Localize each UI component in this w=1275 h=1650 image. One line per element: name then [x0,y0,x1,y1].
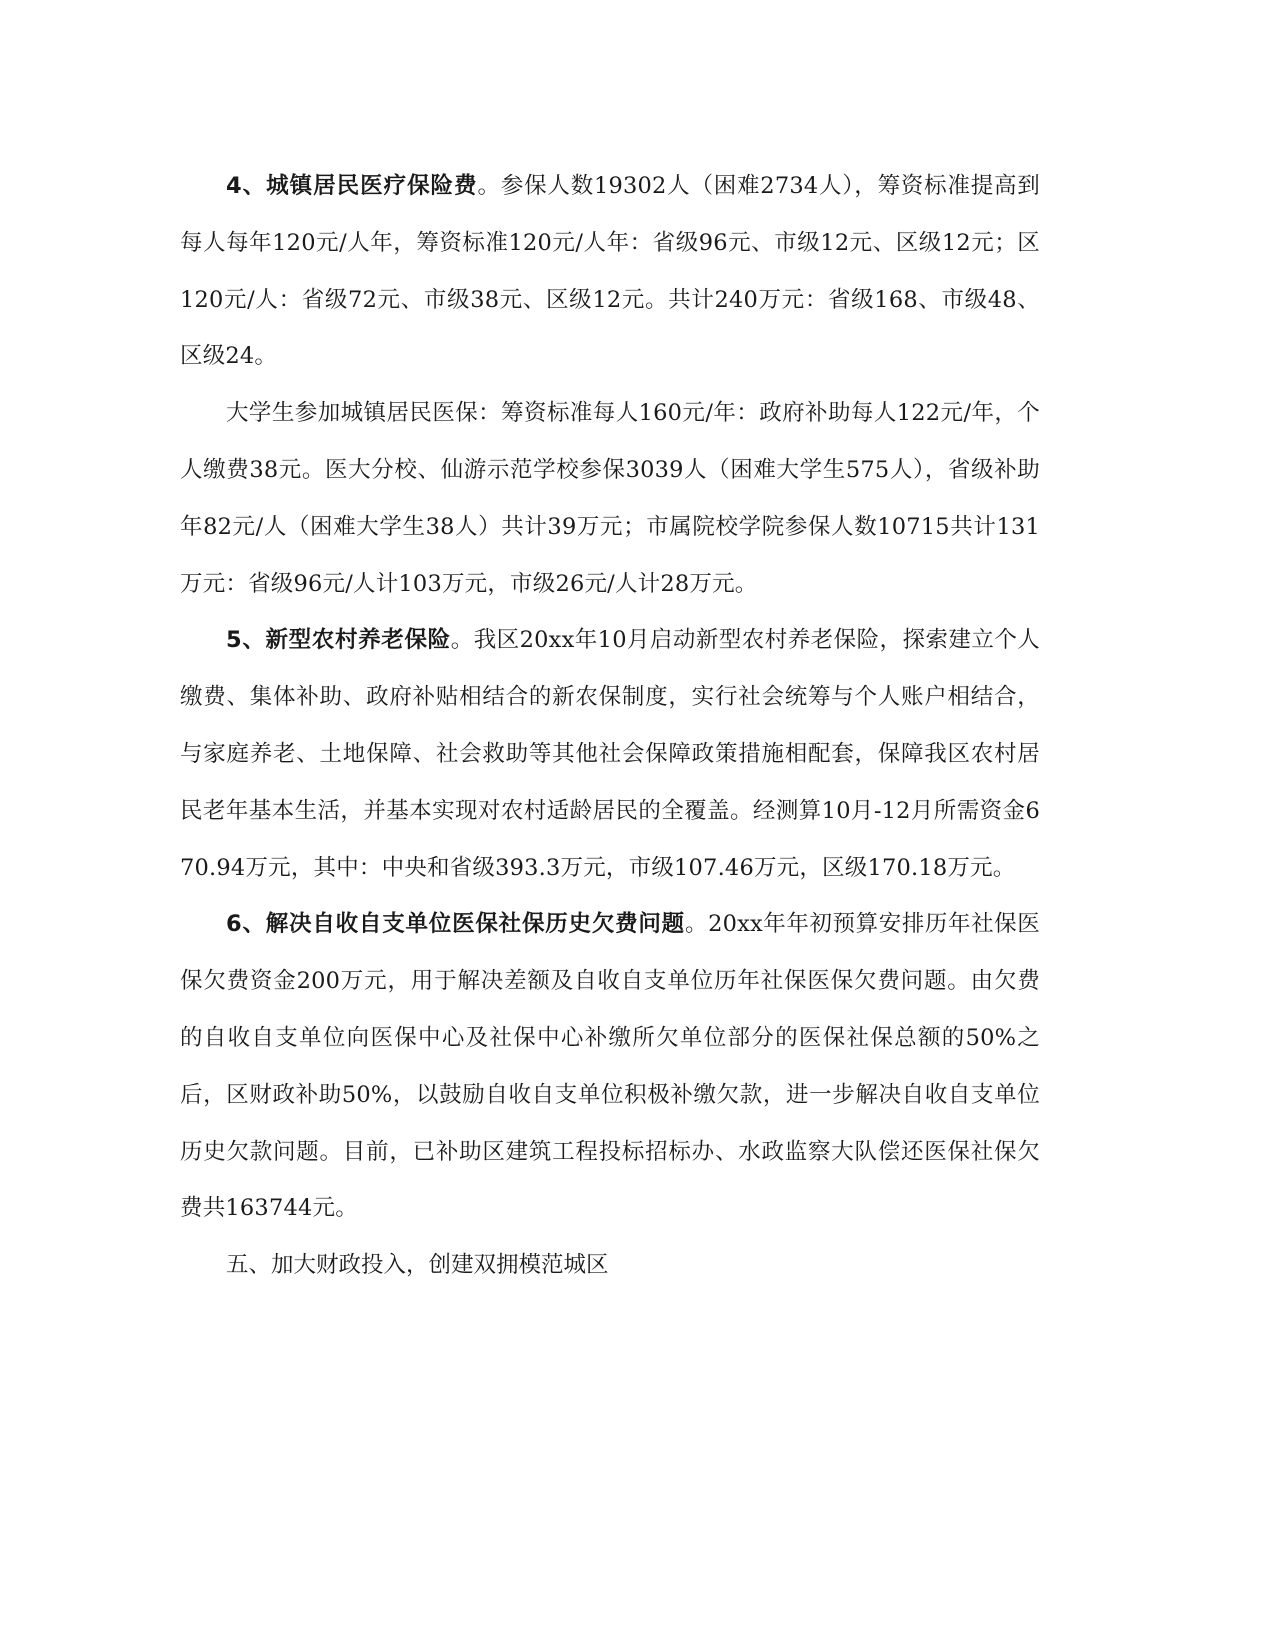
paragraph-text: 。20xx年年初预算安排历年社保医保欠费资金200万元，用于解决差额及自收自支单位历年社保医保欠费问题。由欠费的自收自支单位向医保中心及社保中心补缴所欠单位部分的医保社保总额的50%之后，区财政补助50%，以鼓励自收自支单位积极补缴欠款，进一步解决自收自支单位历史欠款问题。目前，已补助区建筑工程投标招标办、水政监察大队偿还医保社保欠费共163744元。 [180,911,1040,1222]
paragraph-urban-medical-insurance [180,158,1040,385]
paragraph-heading: 4、城镇居民医疗保险费 [226,173,478,199]
document-body [180,158,1040,1294]
paragraph-rural-pension-insurance [180,612,1040,896]
paragraph-student-medical-insurance [180,385,1040,612]
paragraph-text: 。我区20xx年10月启动新型农村养老保险，探索建立个人缴费、集体补助、政府补贴相结合的新农保制度，实行社会统筹与个人账户相结合，与家庭养老、土地保障、社会救助等其他社会保障政策措施相配套，保障我区农村居民老年基本生活，并基本实现对农村适龄居民的全覆盖。经测算10月-12月所需资金670.94万元，其中：中央和省级393.3万元，市级107.46万元，区级170.18万元。 [180,627,1040,881]
paragraph-heading: 5、新型农村养老保险 [226,627,451,654]
section-title: 五、加大财政投入，创建双拥模范城区 [226,1252,609,1279]
paragraph-heading: 6、解决自收自支单位医保社保历史欠费问题 [226,911,685,938]
paragraph-text: 大学生参加城镇居民医保：筹资标准每人160元/年：政府补助每人122元/年，个人缴费38元。医大分校、仙游示范学校参保3039人（困难大学生575人），省级补助年82元/人（困难大学生38人）共计39万元；市属院校学院参保人数10715共计131万元：省级96元/人计103万元，市级26元/人计28万元。 [180,400,1040,597]
paragraph-arrears-resolution [180,896,1040,1237]
paragraph-text: 。参保人数19302人（困难2734人），筹资标准提高到每人每年120元/人年，筹资标准120元/人年：省级96元、市级12元、区级12元；区120元/人：省级72元、市级38元、区级12元。共计240万元：省级168、市级48、区级24。 [180,173,1041,370]
